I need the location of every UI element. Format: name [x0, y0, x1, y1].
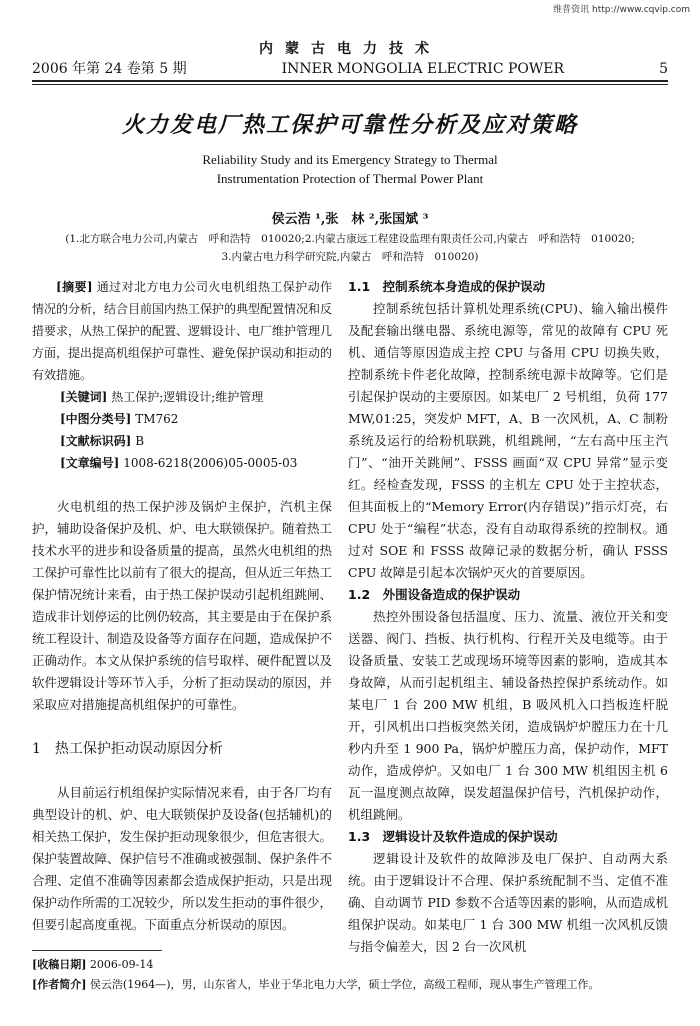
clc-number: [中图分类号] TM762 [60, 412, 179, 426]
watermark: 维普资讯 http://www.cqvip.com [553, 5, 690, 15]
abstract-text: 通过对北方电力公司火电机组热工保护动作情况的分析，结合目前国内热工保护的典型配置情况和反措要求，从热工保护的配置、逻辑设计、电厂维护管理几方面，提出提高机组保护可靠性、避免保护误动和拒动的有效措施。 [32, 280, 333, 382]
title-en [0, 150, 700, 188]
section-1-heading: 1 热工保护拒动误动原因分析 [32, 741, 223, 757]
journal-name-cn: 内蒙古电力技术 [259, 41, 441, 57]
keywords: [关键词] 热工保护;逻辑设计;维护管理 [60, 390, 264, 404]
header-rule-thin [32, 84, 668, 85]
footnote-rule [32, 950, 162, 951]
title-en-line-2: Instrumentation Protection of Thermal Power Plant [216, 171, 484, 186]
affiliation-line-1: (1.北方联合电力公司,内蒙古 呼和浩特 010020;2.内蒙古康远工程建设监理有限责任公司,内蒙古 呼和浩特 010020; [65, 233, 635, 245]
affiliations [32, 230, 668, 266]
abstract-label: [摘要] [56, 280, 93, 294]
title-cn: 火力发电厂热工保护可靠性分析及应对策略 [121, 112, 578, 138]
page-number: 5 [659, 61, 668, 77]
abstract [32, 276, 332, 386]
section-1-3-heading: 1.3 逻辑设计及软件造成的保护误动 [348, 829, 558, 844]
section-1-1-paragraph: 控制系统包括计算机处理系统(CPU)、输入输出模件及配套输出继电器、系统电源等，常见的故障有 CPU 死机、通信等原因造成主控 CPU 与备用 CPU 切换失败，控制系统卡件老化故障，控制系统电源卡故障等。它们是引起保护误动的主要原因。如某电厂 2 号机组，负荷 177 MW,01:25，突发炉 MFT，A、B 一次风机，A、C 制粉系统及运行的给粉机联跳，机组跳闸，“左右高中压主汽门”、“油开关跳闸”、FSSS 画面“双 CPU 异常”显示变红。经检查发现，FSSS 的主机左 CPU 处于主控状态，但其面板上的“Memory Error(内存错误)”指示灯亮，右 CPU 处于“编程”状态，没有自动取得系统的控制权。通过对 SOE 和 FSSS 故障记录的数据分析，确认 FSSS CPU 故障是引起本次锅炉灭火的首要原因。 [348, 301, 668, 580]
title-en-line-1: Reliability Study and its Emergency Strategy to Thermal [202, 152, 498, 167]
article-number: [文章编号] 1008-6218(2006)05-0005-03 [60, 456, 298, 470]
left-column [32, 276, 332, 936]
author-bio: [作者简介] 侯云浩(1964—)，男，山东省人，毕业于华北电力大学，硕士学位，高级工程师，现从事生产管理工作。 [32, 978, 600, 991]
journal-name-en: INNER MONGOLIA ELECTRIC POWER [281, 61, 565, 77]
running-header [32, 58, 668, 78]
authors: 侯云浩 ¹,张 林 ²,张国斌 ³ [271, 212, 429, 227]
section-1-3-paragraph: 逻辑设计及软件的故障涉及电厂保护、自动两大系统。由于逻辑设计不合理、保护系统配制不当、定值不准确、自动调节 PID 参数不合适等因素的影响，从而造成机组保护误动。如某电厂 1 台 300 MW 机组一次风机反馈与指令偏差大，因 2 台一次风机 [348, 851, 668, 954]
issue-info: 2006 年第 24 卷第 5 期 [32, 61, 187, 77]
document-code: [文献标识码] B [60, 434, 145, 448]
section-1-paragraph: 从目前运行机组保护实际情况来看，由于各厂均有典型设计的机、炉、电大联锁保护及设备(包括辅机)的相关热工保护，发生保护拒动现象很少，但危害很大。保护装置故障、保护信号不准确或被强制、保护条件不合理、定值不准确等因素都会造成保护拒动，只是出现保护动作所需的工况较少，所以发生拒动的事件很少，但要引起高度重视。下面重点分析误动的原因。 [32, 785, 333, 932]
received-date: [收稿日期] 2006-09-14 [32, 958, 154, 971]
section-1-1-heading: 1.1 控制系统本身造成的保护误动 [348, 279, 546, 294]
intro-paragraph: 火电机组的热工保护涉及锅炉主保护，汽机主保护，辅助设备保护及机、炉、电大联锁保护。随着热工技术水平的进步和设备质量的提高，虽然火电机组的热工保护可靠性比以前有了很大的提高，但从近三年热工保护情况统计来看，由于热工保护误动引起机组跳闸、造成非计划停运的比例仍较高，其主要是由于在保护系统工程设计、制造及设备等方面存在问题，造成保护不正确动作。本文从保护系统的信号取样、硬件配置以及软件逻辑设计等环节入手，分析了拒动误动的原因，并采取应对措施提高机组保护的可靠性。 [32, 499, 333, 712]
right-column [348, 276, 668, 958]
affiliation-line-2: 3.内蒙古电力科学研究院,内蒙古 呼和浩特 010020) [221, 251, 479, 263]
section-1-2-heading: 1.2 外围设备造成的保护误动 [348, 587, 521, 602]
section-1-2-paragraph: 热控外围设备包括温度、压力、流量、液位开关和变送器、阀门、挡板、执行机构、行程开关及电缆等。由于设备质量、安装工艺或现场环境等因素的影响，造成其本身故障，从而引起机组主、辅设备热控保护系统动作。如某电厂 1 台 200 MW 机组，B 吸风机入口挡板连杆脱开，引风机出口挡板突然关闭，造成锅炉炉膛压力在十几秒内升至 1 900 Pa，锅炉炉膛压力高，保护动作，MFT 动作，造成停炉。又如电厂 1 台 300 MW 机组因主机 6 瓦一温度测点故障，误发超温保护信号，汽机保护动作，机组跳闸。 [348, 609, 668, 822]
header-rule-thick [32, 80, 668, 82]
